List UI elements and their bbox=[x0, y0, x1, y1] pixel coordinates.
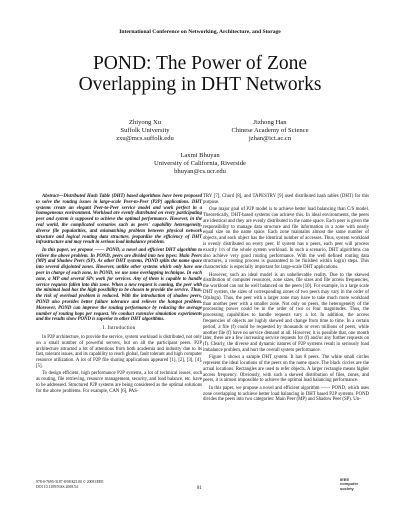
conference-header: International Conference on Networking, Architecture, and Storage bbox=[119, 29, 281, 35]
body-paragraph-2: One major goal of P2P model is to achieve better load balancing than C/S model. Theoretically, DHT-based systems can achieve this. In ideal environments, the peers are identical and they are evenly distributed in the name space. Each peer is given the responsibility to manage data structure and file information in a zone with nearly equal size on the name space. Each zone maintains almost the same number of objects, and each object has the identical number of accesses. Thus, system workload is evenly distributed on every peer. If system has n peers, each peer will process exactly 1/n of the whole system workload. In such a scenario, DHT algorithms can also achieve very good routing performance. With the well defined routing data structures, a routing process is guaranteed to be finished within log(n) steps. This characteristic is especially important for large-scale DHT applications. bbox=[203, 207, 369, 271]
left-column bbox=[36, 194, 202, 396]
abstract-label: Abstract— bbox=[42, 194, 64, 199]
author-name: Zhiyong Xu bbox=[128, 119, 162, 126]
logo-line-1: IEEE bbox=[340, 477, 350, 482]
footer-copyright bbox=[36, 480, 104, 489]
author-name: Laxmi Bhuyan bbox=[180, 152, 220, 159]
author-block-1 bbox=[95, 119, 195, 143]
body-paragraph-3: However, such an ideal model is an unbelievable reality. Due to the skewed distribution of computer resources, zone sizes, file sizes and file access frequencies, the workload can not be well balanced on the peers [10]. For example, in a large scale DHT system, the sizes of corresponding zones of two peers may vary in the order of O(nlogn). Thus, the peer with a larger zone may have to take much more workload than another peer with a smaller zone. Not only on peers, the heterogeneity of the processing power could be in the order of two or four magnitudes. Thus, the processing capabilities to handle requests vary a lot. In addition, the access frequencies of objects are highly skewed and change from time to time. In a certain period, a file (f) could be requested by thousands or even millions of peers, while another file (f) have no service demand at all. However, it is possible that, one month later, there are a few increasing service requests for (f) and/or any further requests on (f). Clearly, the diverse and dynamic natures of P2P systems result in seriously load imbalance problem, and hurt the overall system performance. bbox=[203, 272, 369, 353]
author-affiliation: University of California, Riverside bbox=[154, 160, 246, 167]
intro-paragraph-1: In P2P architecture, to provide the service, system workload is distributed, not only on a small number of powerful servers, but on all the participant peers. P2P architecture attracted a lot of attentions from both academia and industry due to its fast, tolerant issues, and its capability to reach global, fault tolerant and high computer resource utilization. A lot of P2P file sharing applications appeared [1], [2], [3], [4], [5]. bbox=[36, 334, 202, 369]
logo-line-3: society bbox=[340, 485, 354, 491]
ieee-computer-society-logo bbox=[340, 478, 368, 494]
intro-paragraph-2: To design efficient, high performance P2P systems, a lot of technical issues, such as routing, file retrieving, resource management, security, and load balance, etc. have to be addressed. Structured P2P systems are being considered as the optimal solutions for the above problems. For example, CAN [6], PAS- bbox=[36, 371, 202, 394]
author-email: bhuyan@cs.ucr.edu bbox=[174, 168, 226, 175]
right-column bbox=[203, 194, 369, 405]
logo-line-2: computer bbox=[340, 481, 359, 487]
body-paragraph-1: TRY [7], Chord [8], and TAPESTRY [9] used distributed hash tables (DHT) for this purpose. bbox=[203, 194, 369, 205]
footer-doi: DOI 10.1109/NAS.2008.54 bbox=[36, 484, 78, 489]
footer-isbn: 978-0-7695-3187-8/08 $25.00 © 2008 IEEE bbox=[36, 480, 104, 484]
author-affiliation: Suffolk University bbox=[120, 127, 170, 134]
abstract-paragraph-2: In this paper, we propose —— POND, a novel and efficient DHT algorithm to relieve the above problem. In POND, peers are divided into two types: Main Peers (MP) and Shadow Peers (SP). As other DHT systems, POND splits the name space into several disjointed zones. However, unlike other systems which only have one peer in charge of each zone, in POND, we use zone overlapping technique. In each zone, a MP and several SPs work for services. Any of them is capable to handle service requests fallen into this zone. When a new request is coming, the peer with the minimal load has the high possibility to be chosen to provide the service. Thus, the risk of overload problem is reduced. With the introduction of shadow peers, POND also provides better failure tolerance and relieves the hotspot problem. Moreover, POND can improve the routing performance by reducing the average number of routing hops per request. We conduct extensive simulation experiments and the results show POND is superior to other DHT algorithms. bbox=[36, 247, 202, 323]
paper-title: POND: The Power of Zone Overlapping in DHT Networks bbox=[78, 53, 322, 95]
author-affiliation: Chinese Academy of Science bbox=[231, 127, 309, 134]
section-heading-introduction: I. Introduction bbox=[102, 325, 136, 332]
body-paragraph-4: Figure 1 shows a sample DHT system. It has 8 peers. The white small circles represent the ideal locations of the peers on the name space. The black circles are the actual locations. Rectangles are used to refer objects. A larger rectangle means higher access frequency. Obviously, with such a skewed distribution of files, zones, and peers, it is almost impossible to achieve the optimal load balancing performance. bbox=[203, 355, 369, 384]
author-email: zxu@mcs.suffolk.edu bbox=[116, 135, 174, 142]
author-block-2 bbox=[210, 119, 330, 143]
abstract-text-1: Distributed Hash Table (DHT) based algorithms have been proposed to solve the routing issues in large-scale Peer-to-Peer (P2P) applications. DHT systems create an elegant Peer-to-Peer service model and work perfect in a homogeneous environment. Workload are evenly distributed on every participating peer and system is supposed to achieve the optimal performance. However, in the real world, the complicated scenarios such as peers' capability heterogeneity, diverse file popularities, and mismatching problem between physical network structure and logical routing data structure, jeopardize the efficiency of DHT infrastructure and may result in serious load imbalance problem. bbox=[36, 194, 202, 246]
author-name: Jizhong Han bbox=[253, 119, 287, 126]
page-number: 81 bbox=[197, 486, 202, 491]
body-paragraph-5: In this paper, we propose a novel and efficient algorithm —— POND, which uses zone overlapping to achieve better load balancing in DHT based P2P systems. POND divides the peers into two categories: Main Peer (MP) and Shadow Peer (SP). Un- bbox=[203, 385, 369, 403]
author-block-3 bbox=[130, 152, 270, 176]
author-email: jzhan@ict.ac.cn bbox=[248, 135, 292, 142]
abstract-paragraph-1 bbox=[36, 194, 202, 246]
